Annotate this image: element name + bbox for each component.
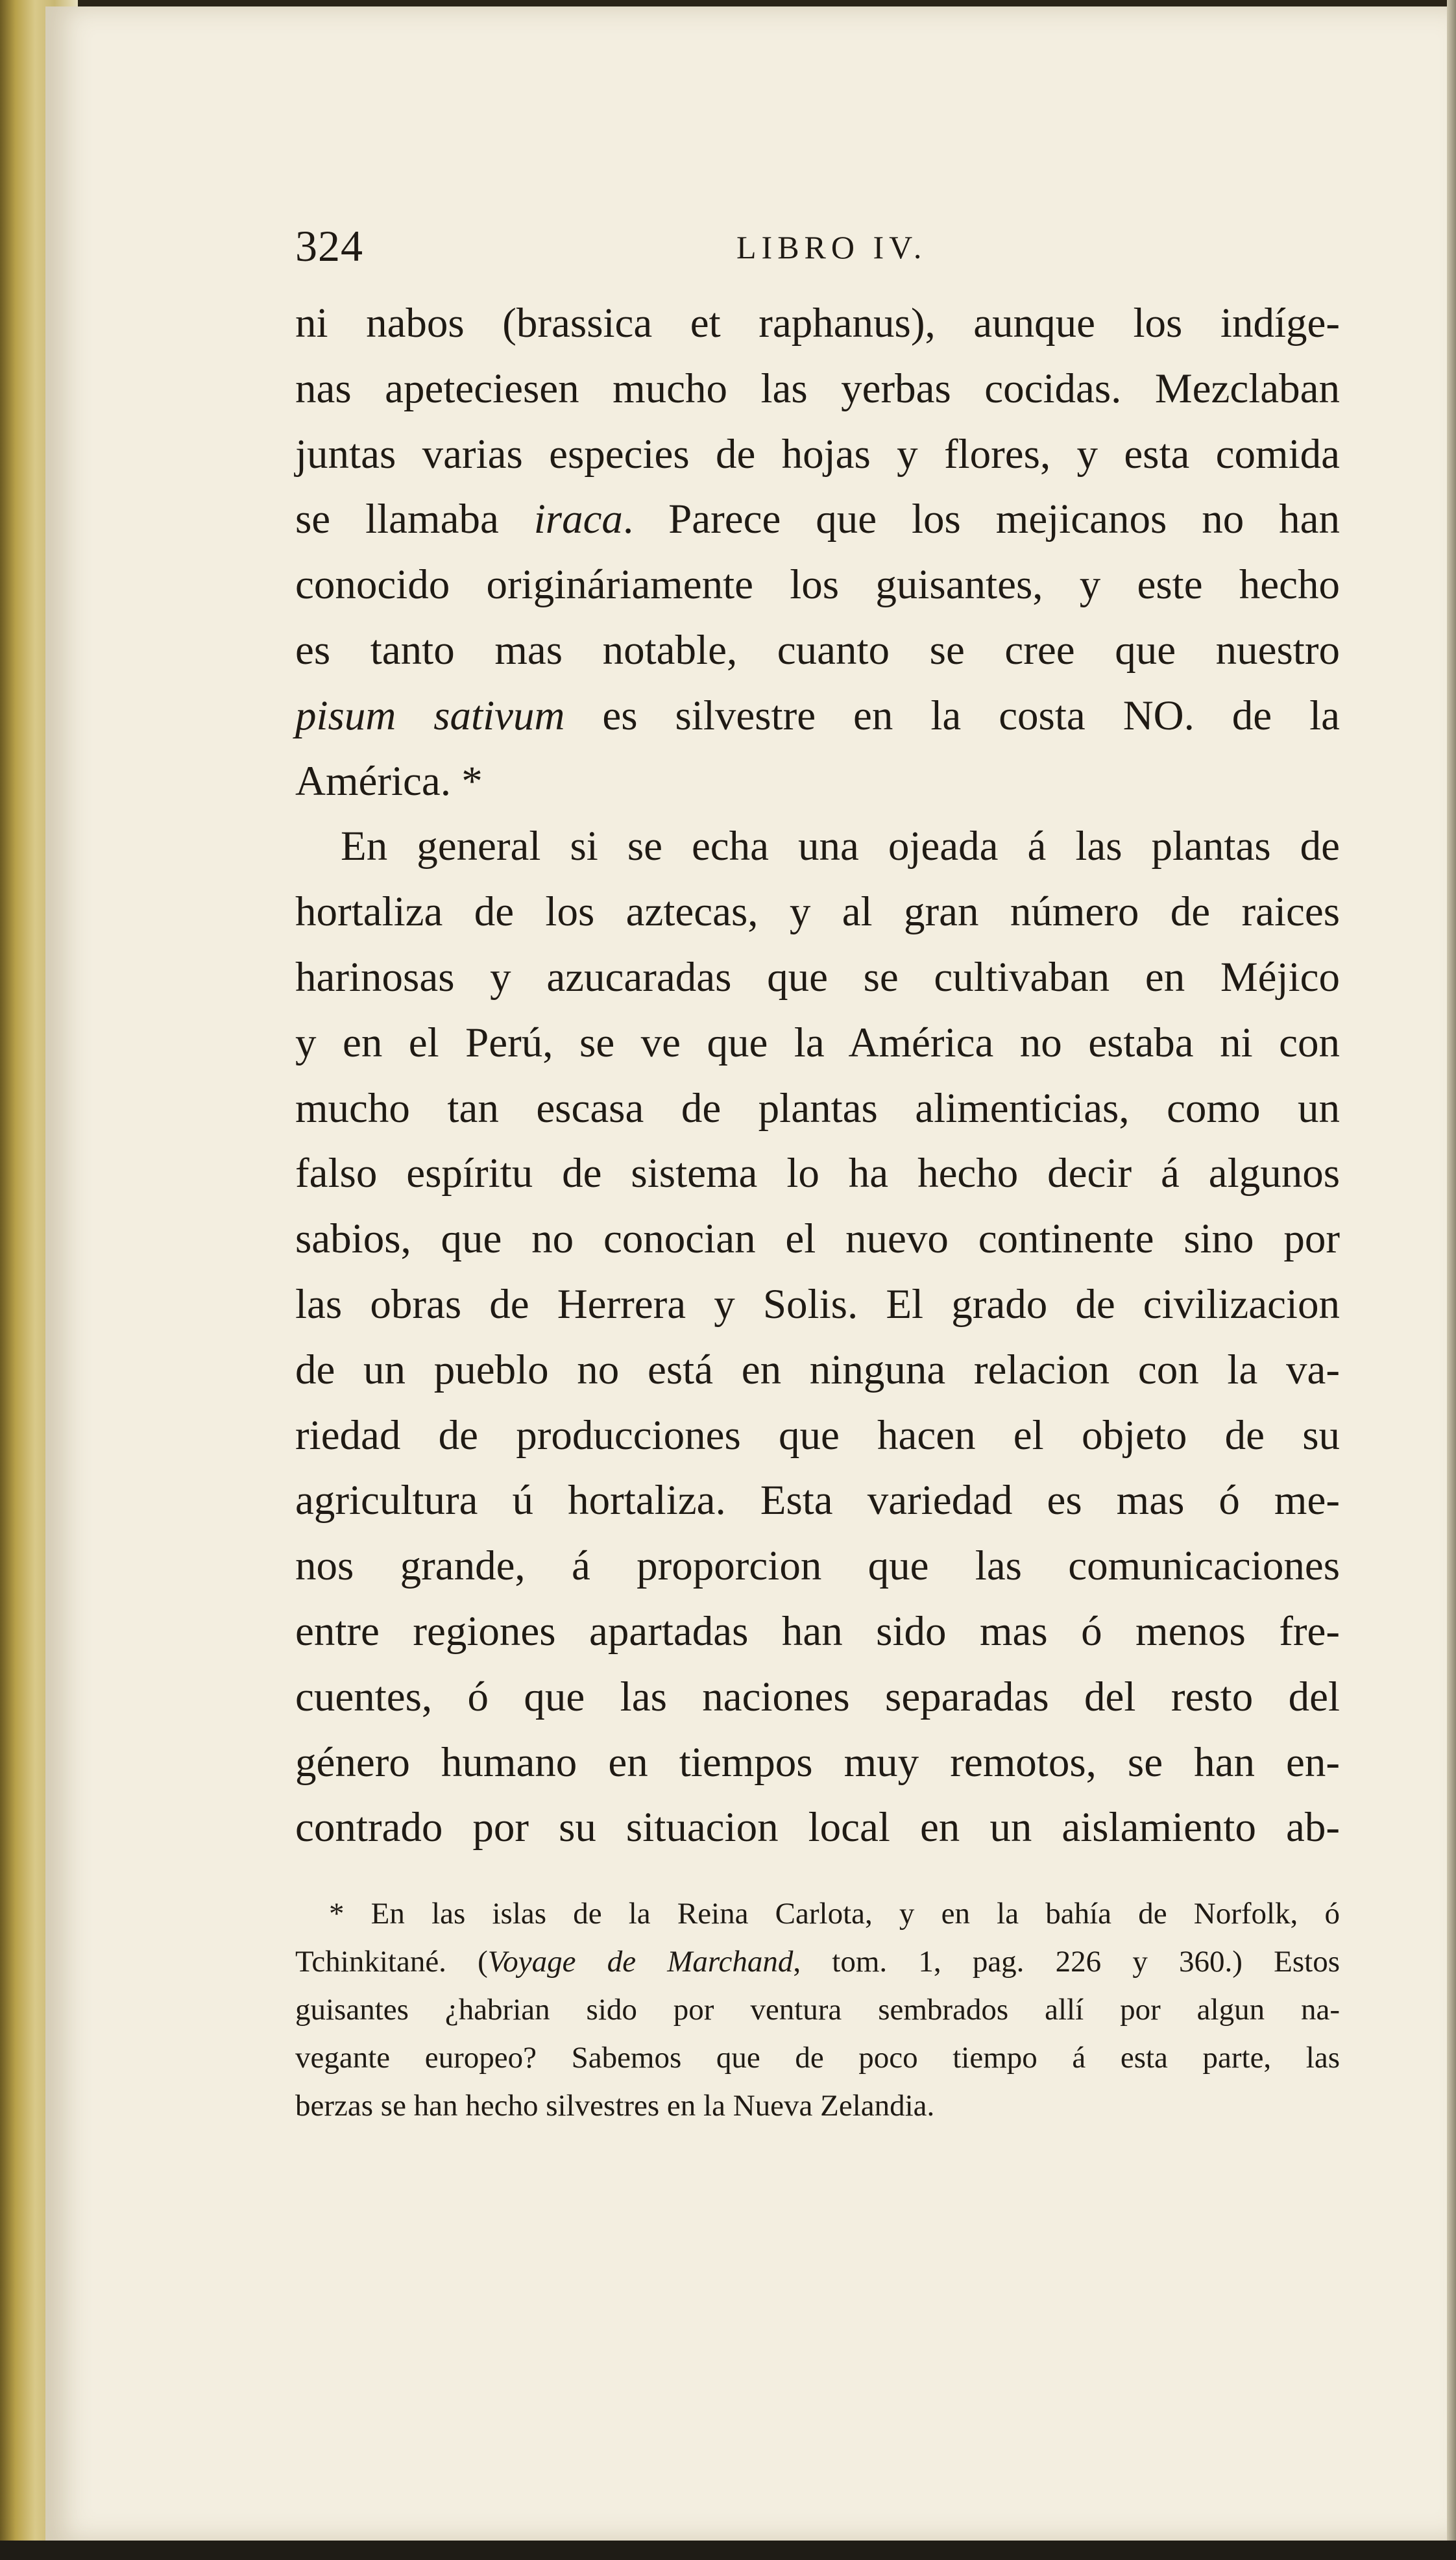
footnote-line: guisantes ¿habrian sido por ventura sembrados allí por algun na- — [295, 1993, 1340, 2027]
body-line — [295, 487, 1340, 552]
body-line: agricultura ú hortaliza. Esta variedad es mas ó me- — [295, 1477, 1340, 1524]
body-line: y en el Perú, se ve que la América no estaba ni con — [295, 1019, 1340, 1066]
body-line: riedad de producciones que hacen el objeto de su — [295, 1411, 1340, 1459]
body-line: juntas varias especies de hojas y flores, y esta comida — [295, 430, 1340, 478]
body-line: hortaliza de los aztecas, y al gran número de raices — [295, 888, 1340, 936]
body-line: conocido origináriamente los guisantes, y este hecho — [295, 561, 1340, 609]
chapter-title: LIBRO IV. — [736, 229, 927, 265]
footnote-line: berzas se han hecho silvestres en la Nueva Zelandia. — [295, 2089, 935, 2123]
running-head — [295, 221, 1333, 273]
italic-term: iraca — [533, 496, 623, 543]
footnote-line: * En las islas de la Reina Carlota, y en la bahía de Norfolk, ó — [329, 1897, 1340, 1931]
body-line: género humano en tiempos muy remotos, se han en- — [295, 1738, 1340, 1786]
text-run: es silvestre en la costa NO. de la — [564, 692, 1341, 739]
text-run: se llamaba — [295, 496, 534, 543]
italic-citation: Voyage de Marchand — [487, 1945, 794, 1979]
body-line: cuentes, ó que las naciones separadas del resto del — [295, 1673, 1340, 1720]
body-text — [295, 291, 1340, 1860]
body-line: es tanto mas notable, cuanto se cree que nuestro — [295, 626, 1340, 674]
text-run: Tchinkitané. ( — [295, 1945, 488, 1979]
body-line-paragraph-start: En general si se echa una ojeada á las plantas de — [341, 823, 1340, 870]
text-run: , tom. 1, pag. 226 y 360.) Estos — [793, 1945, 1340, 1979]
body-line — [295, 683, 1340, 749]
body-line: contrado por su situacion local en un aislamiento ab- — [295, 1804, 1340, 1851]
body-line: de un pueblo no está en ninguna relacion con la va- — [295, 1346, 1340, 1393]
body-line: nas apeteciesen mucho las yerbas cocidas. Mezclaban — [295, 365, 1340, 412]
body-line: falso espíritu de sistema lo ha hecho decir á algunos — [295, 1150, 1340, 1197]
body-line: harinosas y azucaradas que se cultivaban en Méjico — [295, 953, 1340, 1001]
body-line: las obras de Herrera y Solis. El grado de civilizacion — [295, 1280, 1340, 1328]
body-line: nos grande, á proporcion que las comunicaciones — [295, 1542, 1340, 1590]
footnote-line — [295, 1938, 1340, 1986]
body-line: mucho tan escasa de plantas alimenticias, como un — [295, 1084, 1340, 1132]
page-right-edge — [1447, 0, 1456, 2560]
footnote-line: vegante europeo? Sabemos que de poco tiempo á esta parte, las — [295, 2041, 1340, 2075]
italic-term: pisum sativum — [295, 692, 565, 739]
body-line: ni nabos (brassica et raphanus), aunque los indíge- — [295, 300, 1340, 347]
page-bottom-edge — [0, 2541, 1456, 2560]
body-line-paragraph-end: América. * — [295, 757, 483, 805]
text-run: . Parece que los mejicanos no han — [622, 496, 1340, 543]
page-number: 324 — [295, 221, 363, 271]
body-line: sabios, que no conocian el nuevo continente sino por — [295, 1215, 1340, 1263]
footnote — [295, 1890, 1340, 2130]
body-line: entre regiones apartadas han sido mas ó menos fre- — [295, 1607, 1340, 1655]
